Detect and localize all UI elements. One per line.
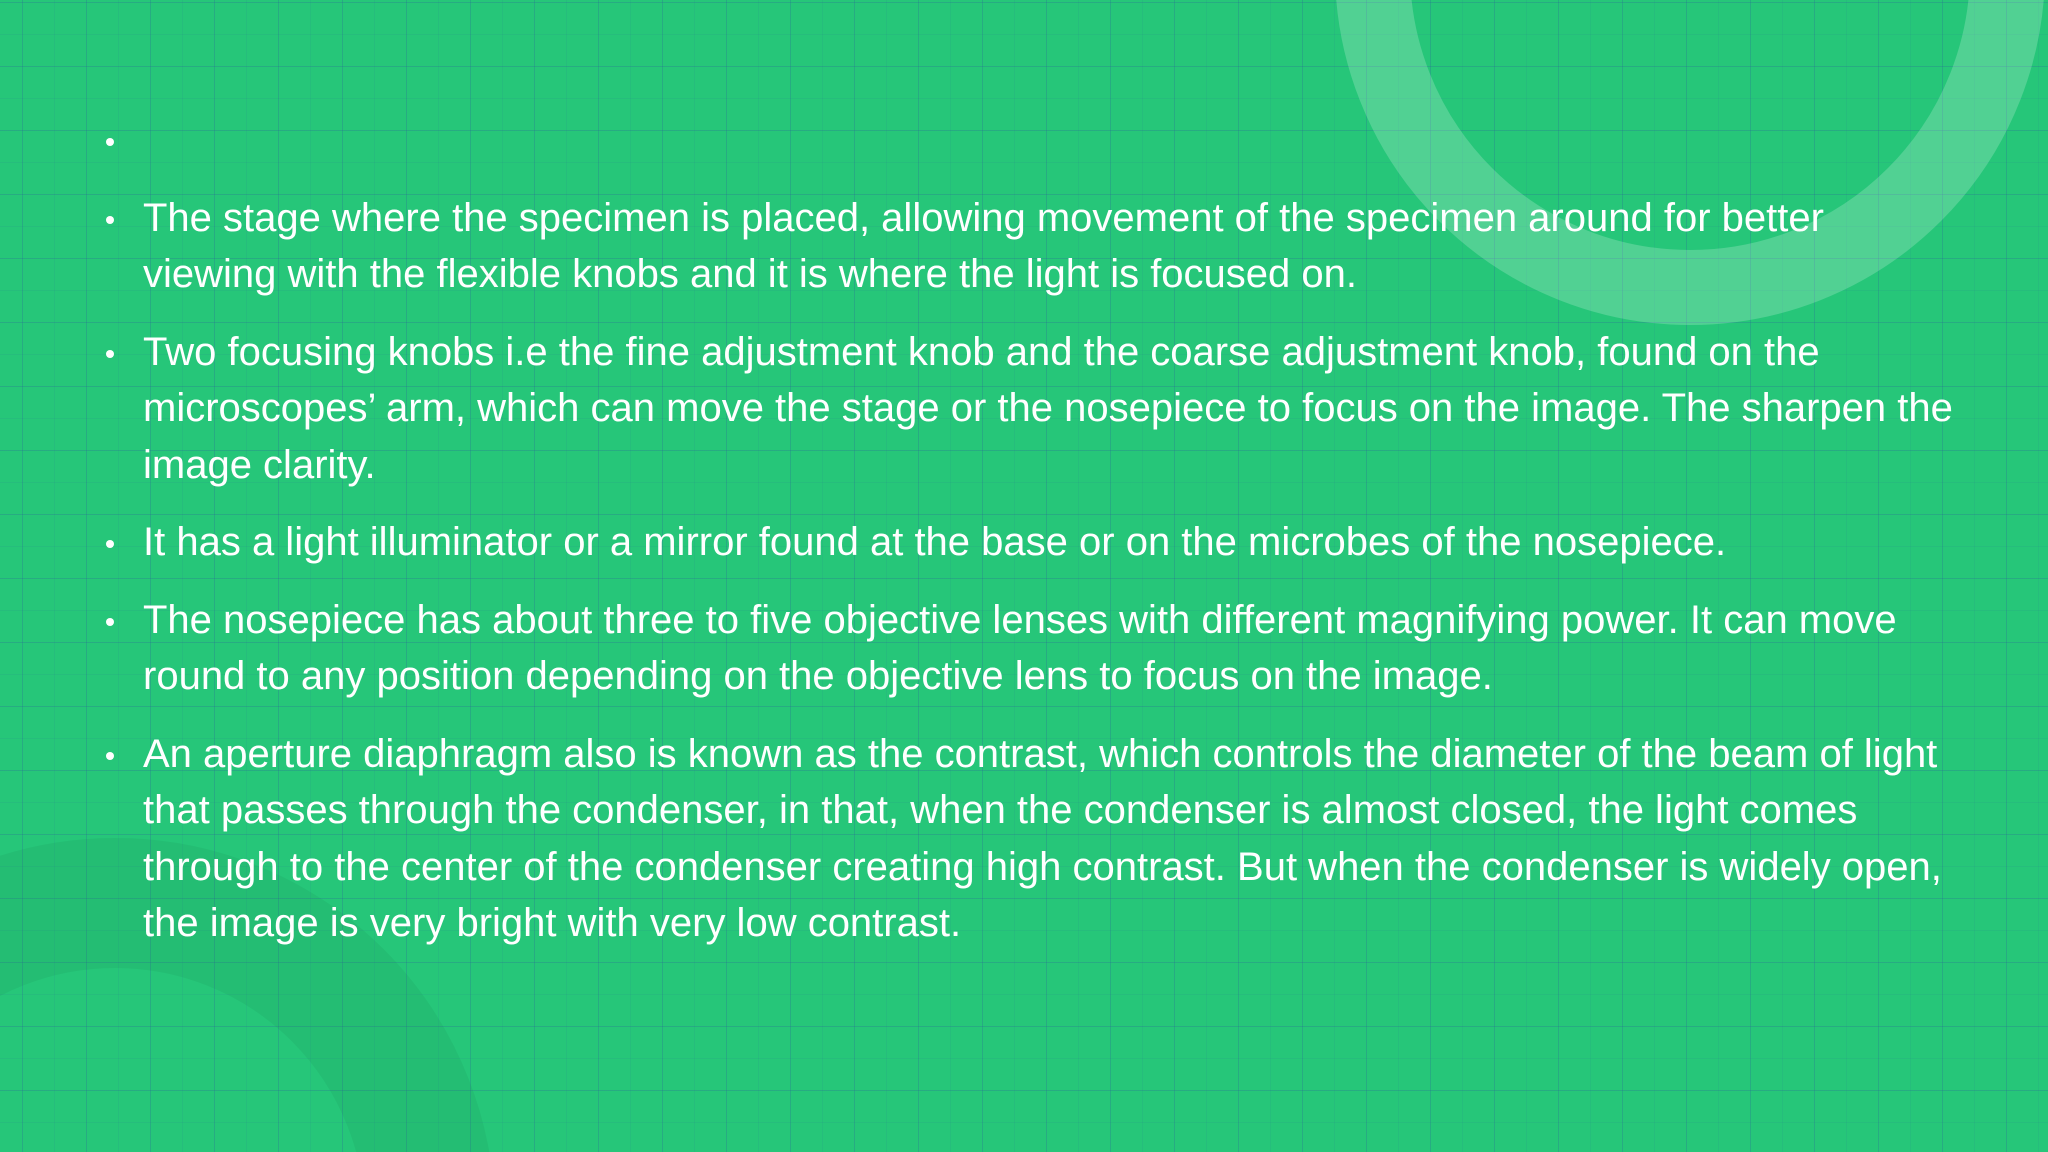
bullet-item-aperture-diaphragm [100, 726, 1960, 952]
bullet-item-empty [100, 112, 1960, 169]
bullet-text: The stage where the specimen is placed, allowing movement of the specimen around for better viewing with the flexible knobs and it is where the light is focused on. [143, 195, 1824, 296]
bullet-text: The nosepiece has about three to five objective lenses with different magnifying power. It can move round to any position depending on the objective lens to focus on the image. [143, 597, 1897, 698]
bullet-text: An aperture diaphragm also is known as the contrast, which controls the diameter of the beam of light that passes through the condenser, in that, when the condenser is almost closed, the light comes through to the center of the condenser creating high contrast. But when the condenser is widely open, the image is very bright with very low contrast. [143, 731, 1942, 945]
bullet-dot-icon [106, 350, 114, 358]
bullet-dot-icon [106, 618, 114, 626]
bullet-dot-icon [106, 138, 114, 146]
bullet-dot-icon [106, 216, 114, 224]
bullet-list [100, 112, 1960, 952]
bullet-dot-icon [106, 540, 114, 548]
bullet-dot-icon [106, 752, 114, 760]
bullet-item-stage [100, 190, 1960, 303]
bullet-text: Two focusing knobs i.e the fine adjustment knob and the coarse adjustment knob, found on the microscopes’ arm, which can move the stage or the nosepiece to focus on the image. The sharpen the image clarity. [143, 329, 1953, 487]
bullet-item-nosepiece [100, 592, 1960, 705]
bullet-item-focusing-knobs [100, 324, 1960, 494]
bullet-text: It has a light illuminator or a mirror found at the base or on the microbes of the nosepiece. [143, 520, 1727, 564]
slide-content [100, 112, 1960, 973]
bullet-item-illuminator [100, 514, 1960, 571]
